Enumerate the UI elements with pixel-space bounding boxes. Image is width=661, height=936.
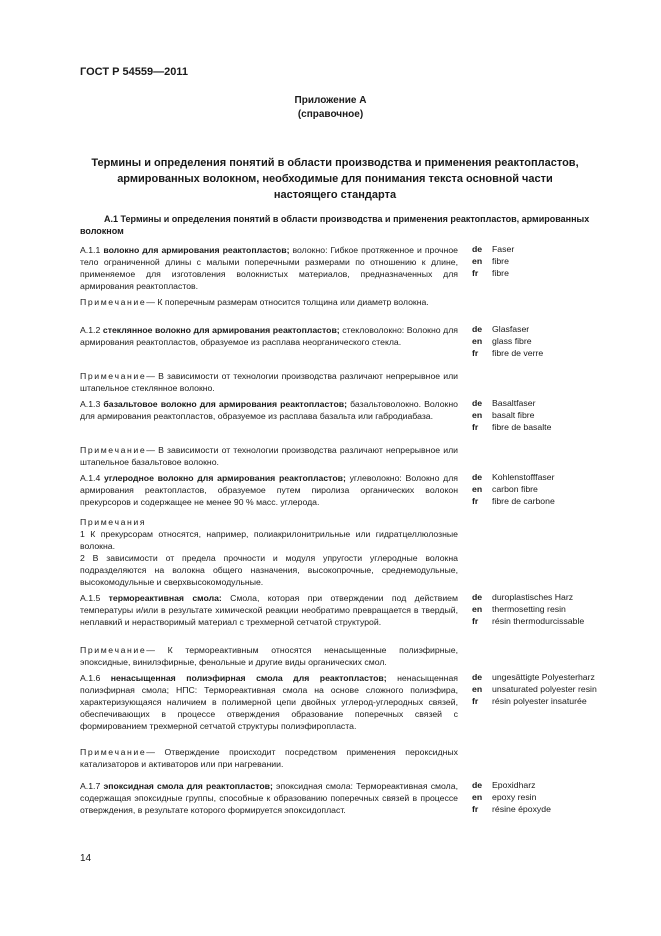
note-label: Примечание: [80, 445, 147, 455]
page-number: 14: [80, 853, 92, 864]
term-definition: ненасыщенная полиэфирная смола; НПС: Термореактивная смола на основе сложного полиэфира, характеризующаяся наличием в полимерной цепи двойных углерод-углеродных связей, обеспечивающих в процессе отверждения образование поперечных связей с формированием трехмерной сетчатой структуры полиэфиропласта.: [80, 673, 458, 731]
term-entry-a15: [80, 592, 458, 628]
annex-subtitle: (справочное): [297, 109, 364, 120]
lang-code: de: [472, 780, 483, 790]
note-item-1: 1 К прекурсорам относятся, например, полиакрилонитрильные или гидратцеллюлозные волокна.: [80, 529, 458, 551]
lang-code: fr: [472, 267, 479, 278]
lang-term: ungesättigte Polyesterharz: [492, 672, 595, 682]
term-number: А.1.1: [80, 245, 101, 255]
lang-term: Kohlenstofffaser: [492, 472, 555, 482]
lang-code: en: [472, 483, 483, 494]
lang-code: fr: [472, 347, 479, 358]
lang-code: de: [472, 244, 483, 254]
lang-code: en: [472, 409, 483, 420]
lang-code: en: [472, 603, 483, 614]
lang-code: en: [472, 335, 483, 346]
note-a12: [80, 370, 458, 394]
lang-equivalents-a16: [472, 672, 632, 707]
lang-term: fibre de basalte: [492, 421, 552, 432]
lang-equivalents-a17: [472, 780, 632, 815]
term-entry-a13: [80, 398, 458, 422]
lang-code: de: [472, 472, 483, 482]
note-label: Примечание: [80, 297, 147, 307]
document-id: ГОСТ Р 54559—2011: [80, 66, 188, 78]
lang-term: résine époxyde: [492, 803, 551, 814]
lang-term: Basaltfaser: [492, 398, 536, 408]
term-name: стеклянное волокно для армирования реактопластов;: [102, 325, 340, 335]
term-name: волокно для армирования реактопластов;: [103, 245, 290, 255]
lang-code: fr: [472, 695, 479, 706]
note-a16: [80, 746, 458, 770]
term-name: углеродное волокно для армирования реактопластов;: [104, 473, 346, 483]
term-number: А.1.2: [80, 325, 101, 335]
lang-equivalents-a11: [472, 244, 632, 279]
lang-term: fibre de verre: [492, 347, 544, 358]
lang-term: basalt fibre: [492, 409, 535, 420]
term-number: А.1.6: [80, 673, 101, 683]
note-a14: [80, 516, 458, 588]
section-heading: А.1 Термины и определения понятий в области производства и применения реактопластов, армированных волокном: [80, 214, 590, 236]
lang-term: fibre de carbone: [492, 495, 555, 506]
annex-title: Приложение А: [294, 95, 367, 106]
lang-code: en: [472, 791, 483, 802]
lang-term: résin thermodurcissable: [492, 615, 585, 626]
lang-equivalents-a12: [472, 324, 632, 359]
lang-term: Glasfaser: [492, 324, 530, 334]
lang-term: epoxy resin: [492, 791, 537, 802]
lang-code: de: [472, 324, 483, 334]
lang-code: fr: [472, 803, 479, 814]
lang-equivalents-a13: [472, 398, 632, 433]
note-label: Примечание: [80, 747, 147, 757]
lang-term: duroplastisches Harz: [492, 592, 574, 602]
term-definition: углеволокно: Волокно для армирования реактопластов, образуемое путем пиролиза органических волокон прекурсоров и содержащее не менее 90 % масс. углерода.: [80, 473, 458, 507]
lang-equivalents-a14: [472, 472, 632, 507]
term-name: ненасыщенная полиэфирная смола для реактопластов;: [110, 673, 387, 683]
term-number: А.1.5: [80, 593, 101, 603]
term-entry-a14: [80, 472, 458, 508]
note-text: — В зависимости от технологии производства различают непрерывное или штапельное стеклянное волокно.: [80, 371, 458, 393]
note-text: — Отверждение происходит посредством применения пероксидных катализаторов и активаторов или при нагревании.: [80, 747, 458, 769]
term-entry-a17: [80, 780, 458, 816]
lang-term: Epoxidharz: [492, 780, 536, 790]
term-name: термореактивная смола:: [108, 593, 222, 603]
term-entry-a12: [80, 324, 458, 348]
term-name: эпоксидная смола для реактопластов;: [103, 781, 273, 791]
note-label: Примечания: [80, 517, 147, 527]
term-number: А.1.7: [80, 781, 101, 791]
note-label: Примечание: [80, 645, 147, 655]
lang-code: en: [472, 683, 483, 694]
term-definition: волокно: Гибкое протяженное и прочное тело ограниченной длины с малыми поперечными размерами по отношению к длине, применяемое для изготовления волокнистых материалов, предназначенных для армирования реактопластов.: [80, 245, 459, 291]
lang-code: fr: [472, 421, 479, 432]
term-definition: базальтоволокно. Волокно для армирования реактопластов, образуемое из расплава базальта или габродиабаза.: [80, 399, 458, 421]
term-entry-a16: [80, 672, 458, 732]
term-definition: эпоксидная смола: Термореактивная смола, содержащая эпоксидные группы, способные к образованию поперечных связей в процессе отверждения, в результате которого формируется эпоксидопласт.: [80, 781, 458, 815]
lang-code: de: [472, 592, 483, 602]
term-definition: стекловолокно: Волокно для армирования реактопластов, образуемое из расплава неорганического стекла.: [80, 325, 458, 347]
note-text: — В зависимости от технологии производства различают непрерывное или штапельное базальтовое волокно.: [80, 445, 458, 467]
lang-code: fr: [472, 495, 479, 506]
note-item-2: 2 В зависимости от предела прочности и модуля упругости углеродные волокна подразделяются на волокна общего назначения, высокопрочные, среднемодульные, высокомодульные и сверхвысокомодульные.: [80, 553, 458, 587]
lang-term: fibre: [492, 267, 509, 278]
lang-term: fibre: [492, 255, 509, 266]
term-number: А.1.4: [80, 473, 101, 483]
lang-term: unsaturated polyester resin: [492, 683, 597, 694]
lang-code: fr: [472, 615, 479, 626]
term-entry-a11: [80, 244, 458, 292]
note-text: — К термореактивным относятся ненасыщенные полиэфирные, эпоксидные, винилэфирные, фенольные и другие виды органических смол.: [80, 645, 458, 667]
lang-code: en: [472, 255, 483, 266]
term-definition: Смола, которая при отверждении под действием температуры и/или в результате химической реакции необратимо превращается в твердый, неплавкий и нерастворимый материал с трехмерной сетчатой структурой.: [80, 593, 458, 627]
note-a13: [80, 444, 458, 468]
term-name: базальтовое волокно для армирования реактопластов;: [103, 399, 347, 409]
note-a11: [80, 296, 458, 308]
lang-term: carbon fibre: [492, 483, 538, 494]
note-text: — К поперечным размерам относится толщина или диаметр волокна.: [146, 297, 429, 307]
lang-term: thermosetting resin: [492, 603, 566, 614]
page-title: Термины и определения понятий в области производства и применения реактопластов, армированных волокном, необходимые для понимания текста основной части настоящего стандарта: [91, 157, 579, 201]
lang-term: glass fibre: [492, 335, 532, 346]
lang-term: résin polyester insaturée: [492, 695, 587, 706]
note-label: Примечание: [80, 371, 147, 381]
lang-code: de: [472, 672, 483, 682]
lang-equivalents-a15: [472, 592, 632, 627]
note-a15: [80, 644, 458, 668]
lang-term: Faser: [492, 244, 515, 254]
term-number: А.1.3: [80, 399, 101, 409]
lang-code: de: [472, 398, 483, 408]
